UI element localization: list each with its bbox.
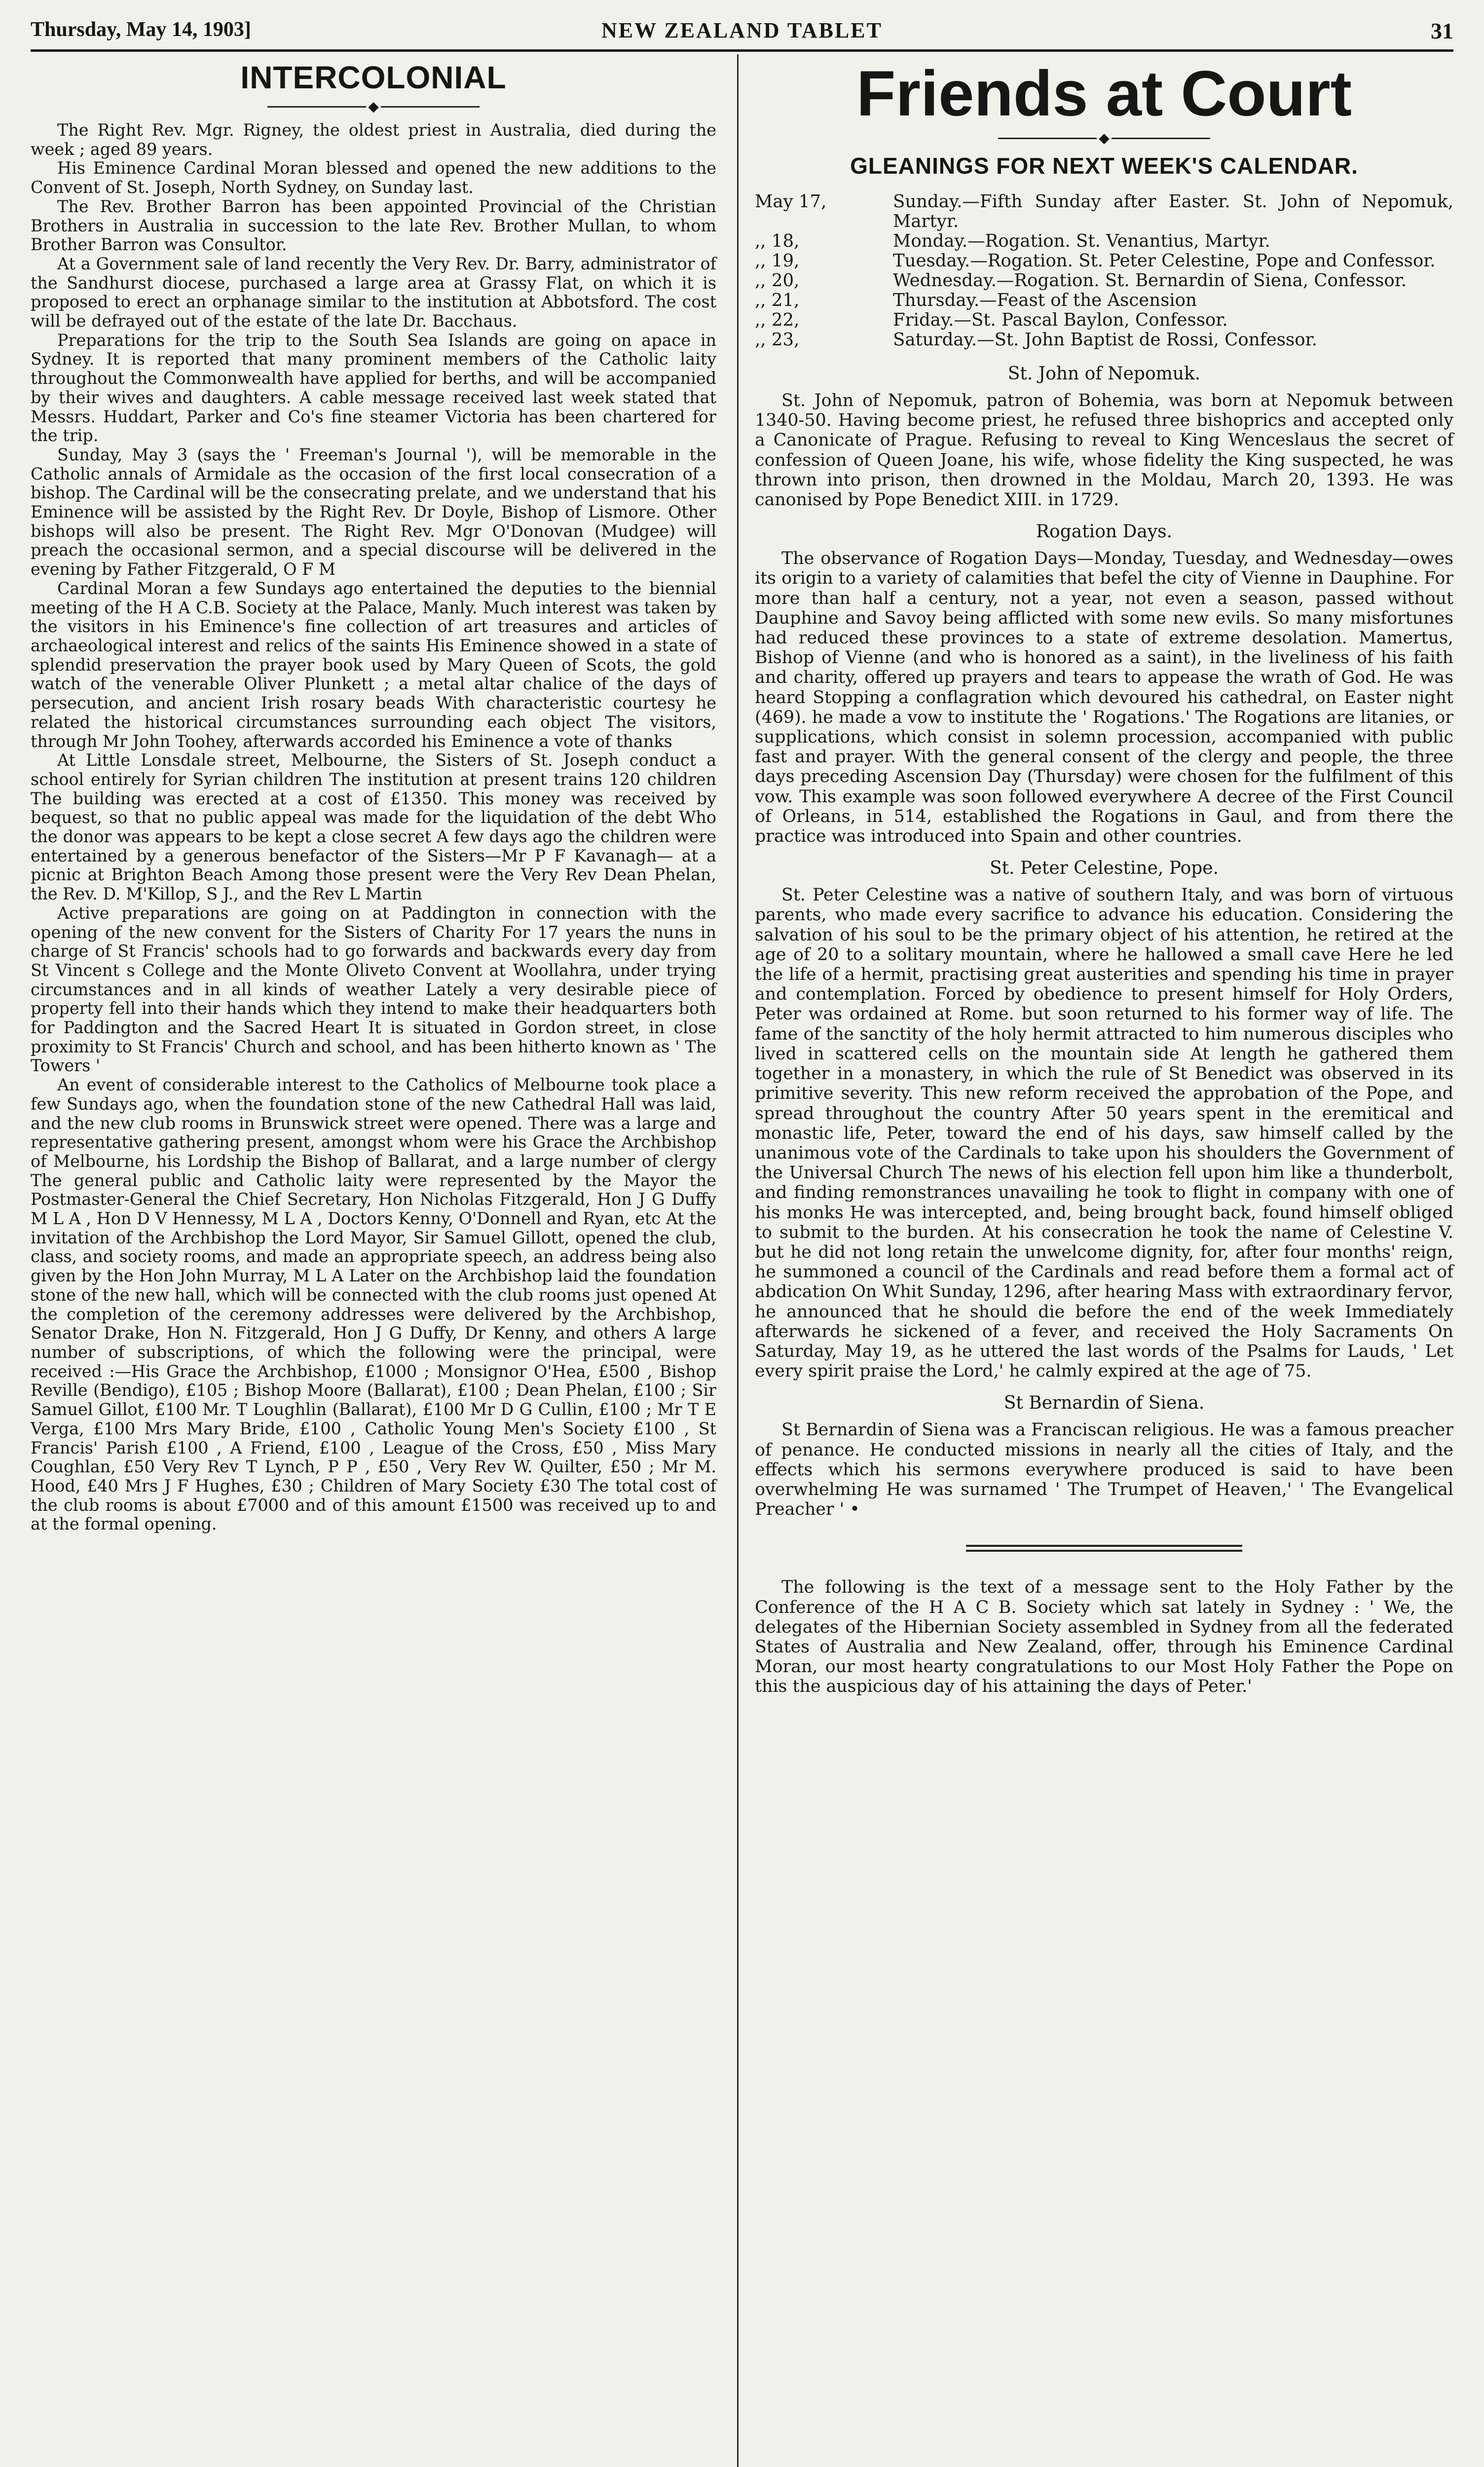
section-heading: Rogation Days. — [1036, 522, 1173, 542]
intercolonial-paragraph: Active preparations are going on at Paddington in connection with the opening of the new convent for the Sisters of Charity For 17 years the nuns in charge of St Francis' schools had to go forwards and backwards every day from St Vincent s College and the Monte Oliveto Convent at Woollahra, under trying circumstances and in all kinds of weather Lately a very desirable piece of property fell into their hands which they intend to make their headquarters both for Paddington and the Sacred Heart It is situated in Gordon street, in close proximity to St Francis' Church and school, and has been hitherto known as ' The Towers ' — [31, 903, 716, 1076]
section-paragraph: St. John of Nepomuk, patron of Bohemia, was born at Nepomuk between 1340-50. Having become priest, he refused three bishoprics and accepted only a Canonicate of Prague. Refusing to reveal to King Wenceslaus the secret of confession of Queen Joane, his wife, whose fidelity the King suspected, he was thrown into prison, then drowned in the Moldau, March 20, 1393. He was canonised by Pope Benedict XIII. in 1729. — [755, 391, 1453, 510]
intercolonial-paragraph: Preparations for the trip to the South Sea Islands are going on apace in Sydney. It is reported that many prominent members of the Catholic laity throughout the Commonwealth have applied for berths, and will be accompanied by their wives and daughters. A cable message received last week stated that Messrs. Huddart, Parker and Co's fine steamer Victoria has been chartered for the trip. — [31, 330, 716, 446]
calendar-entry — [755, 291, 1453, 310]
calendar-entry — [755, 310, 1453, 330]
page-header — [31, 15, 1453, 52]
calendar-entry — [755, 231, 1453, 251]
closing-paragraph: The following is the text of a message sent to the Holy Father by the Conference of the H A C B. Society which sat lately in Sydney : ' We, the delegates of the Hibernian Society assembled in Sydney from all the federated States of Australia and New Zealand, offer, through his Eminence Cardinal Moran, our most hearty congratulations to our Most Holy Father the Pope on this the auspicious day of his attaining the days of Peter.' — [755, 1577, 1453, 1697]
calendar-date: ,, 21, — [755, 290, 800, 310]
section-heading: St Bernardin of Siena. — [1003, 1393, 1205, 1414]
intercolonial-article — [31, 121, 716, 1534]
calendar-entry — [755, 192, 1453, 231]
column-rule — [737, 54, 739, 2467]
intercolonial-paragraph: An event of considerable interest to the Catholics of Melbourne took place a few Sundays ago, when the foundation stone of the new Cathedral Hall was laid, and the new club rooms in Brunswick street were opened. There was a large and representative gathering present, amongst whom were his Grace the Archbishop of Melbourne, his Lordship the Bishop of Ballarat, and a large number of clergy The general public and Catholic laity were represented by the Mayor the Postmaster-General the Chief Secretary, Hon Nicholas Fitzgerald, Hon J G Duffy M L A , Hon D V Hennessy, M L A , Doctors Kenny, O'Donnell and Ryan, etc At the invitation of the Archbishop the Lord Mayor, Sir Samuel Gillott, opened the club, class, and society rooms, and made an appropriate speech, an address being also given by the Hon John Murray, M L A Later on the Archbishop laid the foundation stone of the new hall, which will be connected with the club rooms just opened At the completion of the ceremony addresses were delivered by the Archbishop, Senator Drake, Hon N. Fitzgerald, Hon J G Duffy, Dr Kenny, and others A large number of subscriptions, of which the following were the principal, were received :—His Grace the Archbishop, £1000 ; Monsignor O'Hea, £500 , Bishop Reville (Bendigo), £105 ; Bishop Moore (Ballarat), £100 ; Dean Phelan, £100 ; Sir Samuel Gillot, £100 Mr. T Loughlin (Ballarat), £100 Mr D G Cullin, £100 ; Mr T E Verga, £100 Mrs Mary Bride, £100 , Catholic Young Men's Society £100 , St Francis' Parish £100 , A Friend, £100 , League of the Cross, £50 , Miss Mary Coughlan, £50 Very Rev T Lynch, P P , £50 , Very Rev W. Quilter, £50 ; Mr M. Hood, £40 Mrs J F Hughes, £30 ; Children of Mary Society £30 The total cost of the club rooms is about £7000 and of this amount £1500 was received up to and at the formal opening. — [31, 1075, 716, 1534]
header-masthead: NEW ZEALAND TABLET — [601, 18, 883, 42]
section-paragraph: St. Peter Celestine was a native of southern Italy, and was born of virtuous parents, who made every sacrifice to advance his education. Considering the salvation of his soul to be the primary object of his attention, he retired at the age of 20 to a solitary mountain, where he hallowed a small cave Here he led the life of a hermit, practising great austerities and spending his time in prayer and contemplation. Forced by obedience to present himself for Holy Orders, Peter was ordained at Rome. but soon returned to his former way of life. The fame of the sanctity of the holy hermit attracted to him numerous disciples who lived in scattered cells on the mountain side At length he gathered them together in a monastery, in which the rule of St Benedict was observed in its primitive severity. This new reform received the approbation of the Pope, and spread throughout the country After 50 years spent in the eremitical and monastic life, Peter, toward the end of his days, saw himself called by the unanimous vote of the Cardinals to take upon his shoulders the Government of the Universal Church The news of his election fell upon him like a thunderbolt, and finding remonstrances unavailing he took to flight in company with one of his monks He was intercepted, and, being brought back, found himself obliged to submit to the burden. At his consecration he took the name of Celestine V. but he did not long retain the unwelcome dignity, for, after four months' reign, he summoned a council of the Cardinals and read before them a formal act of abdication On Whit Sunday, 1296, after hearing Mass with extraordinary fervor, he announced that he should die before the end of the week Immediately afterwards he sickened of a fever, and received the Holy Sacraments On Saturday, May 19, as he uttered the last words of the Psalms for Lauds, ' Let every spirit praise the Lord,' he calmly expired at the age of 75. — [755, 885, 1453, 1382]
calendar-date: May 17, — [755, 191, 827, 212]
calendar-subtitle: GLEANINGS FOR NEXT WEEK'S CALENDAR. — [850, 153, 1358, 179]
ornament-divider: ◆ — [755, 130, 1453, 146]
calendar-date: ,, 22, — [755, 310, 800, 330]
header-page-number: 31 — [1431, 18, 1453, 43]
intercolonial-paragraph: His Eminence Cardinal Moran blessed and opened the new additions to the Convent of St. Joseph, North Sydney, on Sunday last. — [31, 158, 716, 197]
section-divider — [966, 1545, 1242, 1552]
intercolonial-paragraph: At a Government sale of land recently the Very Rev. Dr. Barry, administrator of the Sandhurst diocese, purchased a large area at Grassy Flat, on which it is proposed to erect an orphanage similar to the institution at Abbotsford. The cost will be defrayed out of the estate of the late Dr. Bacchaus. — [31, 254, 716, 331]
calendar-date: ,, 19, — [755, 251, 800, 271]
section-heading: St. Peter Celestine, Pope. — [989, 858, 1219, 879]
calendar-text: Tuesday.—Rogation. St. Peter Celestine, Pope and Confessor. — [893, 251, 1436, 271]
intercolonial-title: INTERCOLONIAL — [240, 60, 507, 95]
intercolonial-paragraph: At Little Lonsdale street, Melbourne, the Sisters of St. Joseph conduct a school entirely for Syrian children The institution at present trains 120 children The building was erected at a cost of £1350. This money was received by bequest, so that no public appeal was made for the liquidation of the debt Who the donor was appears to be kept a close secret A few days ago the children were entertained by a generous benefactor of the Sisters—Mr P F Kavanagh— at a picnic at Brighton Beach Among those present were the Very Rev Dean Phelan, the Rev. D. M'Killop, S J., and the Rev L Martin — [31, 750, 716, 904]
calendar-entry — [755, 271, 1453, 291]
section-heading: St. John of Nepomuk. — [1007, 364, 1201, 384]
calendar-text: Saturday.—St. John Baptist de Rossi, Confessor. — [893, 330, 1317, 350]
left-column — [31, 54, 726, 2467]
friends-at-court-sections — [755, 364, 1453, 1519]
right-column — [749, 54, 1453, 2467]
columns — [31, 54, 1453, 2467]
header-date: Thursday, May 14, 1903] — [31, 18, 251, 41]
calendar-text: Wednesday.—Rogation. St. Bernardin of Siena, Confessor. — [893, 270, 1407, 291]
calendar-entry — [755, 251, 1453, 271]
calendar-date: ,, 20, — [755, 270, 800, 291]
intercolonial-paragraph: The Right Rev. Mgr. Rigney, the oldest priest in Australia, died during the week ; aged 89 years. — [31, 120, 716, 159]
section-paragraph: St Bernardin of Siena was a Franciscan religious. He was a famous preacher of penance. He conducted missions in nearly all the cities of Italy, and the effects which his sermons everywhere produced is said to have been overwhelming He was surnamed ' The Trumpet of Heaven,' ' The Evangelical Preacher ' • — [755, 1420, 1453, 1520]
intercolonial-paragraph: Sunday, May 3 (says the ' Freeman's Journal '), will be memorable in the Catholic annals of Armidale as the occasion of the first local consecration of a bishop. The Cardinal will be the consecrating prelate, and we understand that his Eminence will be assisted by the Right Rev. Dr Doyle, Bishop of Lismore. Other bishops will also be present. The Right Rev. Mgr O'Donovan (Mudgee) will preach the occasional sermon, and a special discourse will be delivered in the evening by Father Fitzgerald, O F M — [31, 445, 716, 579]
calendar-text: Thursday.—Feast of the Ascension — [893, 290, 1197, 310]
calendar-date: ,, 23, — [755, 330, 800, 350]
calendar-text: Sunday.—Fifth Sunday after Easter. St. John of Nepomuk, Martyr. — [893, 191, 1453, 231]
intercolonial-paragraph: Cardinal Moran a few Sundays ago entertained the deputies to the biennial meeting of the H A C.B. Society at the Palace, Manly. Much interest was taken by the visitors in his Eminence's fine collection of art treasures and articles of archaeological interest and relics of the saints His Eminence showed in a state of splendid preservation the prayer book used by Mary Queen of Scots, the gold watch of the venerable Oliver Plunkett ; a metal altar chalice of the days of persecution, and ancient Irish rosary beads With characteristic courtesy he related the historical circumstances surrounding each object The visitors, through Mr John Toohey, afterwards accorded his Eminence a vote of thanks — [31, 578, 716, 751]
friends-at-court-title: Friends at Court — [856, 57, 1352, 129]
calendar-text: Monday.—Rogation. St. Venantius, Martyr. — [893, 231, 1270, 251]
section-paragraph: The observance of Rogation Days—Monday, Tuesday, and Wednesday—owes its origin to a variety of calamities that befel the city of Vienne in Dauphine. For more than half a century, not a year, not even a season, passed without Dauphine and Savoy being afflicted with some new evils. So many misfortunes had reduced these provinces to a state of extreme desolation. Mamertus, Bishop of Vienne (and who is honored as a saint), in the liveliness of his faith and charity, offered up prayers and tears to appease the wrath of God. He was heard Stopping a conflagration which devoured his cathedral, on Easter night (469). he made a vow to institute the ' Rogations.' The Rogations are litanies, or supplications, which consist in solemn procession, accompanied with public fast and prayer. With the general consent of the clergy and people, the three days preceding Ascension Day (Thursday) were chosen for the fulfilment of this vow. This example was soon followed everywhere A decree of the First Council of Orleans, in 514, established the Rogations in Gaul, and from there the practice was introduced into Spain and other countries. — [755, 549, 1453, 847]
intercolonial-paragraph: The Rev. Brother Barron has been appointed Provincial of the Christian Brothers in Australia in succession to the late Rev. Brother Mullan, to whom Brother Barron was Consultor. — [31, 196, 716, 255]
calendar-text: Friday.—St. Pascal Baylon, Confessor. — [893, 310, 1228, 330]
calendar-entry — [755, 330, 1453, 350]
calendar-list — [755, 192, 1453, 350]
closing-article — [755, 1577, 1453, 1696]
calendar-date: ,, 18, — [755, 231, 800, 251]
ornament-divider: ◆ — [31, 99, 716, 114]
